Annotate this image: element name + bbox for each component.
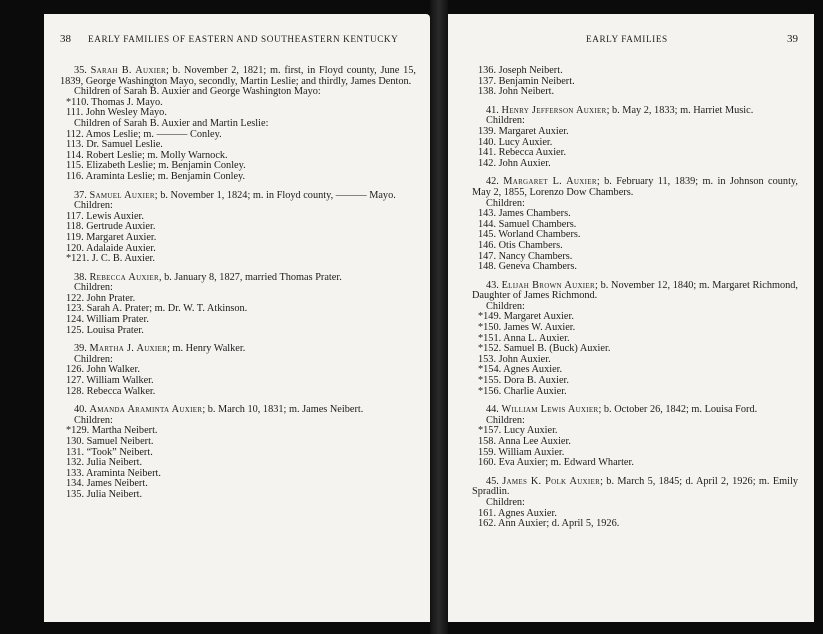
child-list-item: 128. Rebecca Walker. [66,385,156,397]
child-list-item: 144. Samuel Chambers. [478,218,577,230]
children-heading: Children: [486,115,525,127]
children-heading: Children of Sarah B. Auxier and George Washington Mayo: [74,86,321,98]
entry-text: ; m. Henry Walker. [167,343,246,355]
child-list-item: 112. Amos Leslie; m. ——— Conley. [66,128,222,140]
family-entry [60,66,416,87]
entry-number: 42. [486,176,504,188]
child-list-item: *151. Anna L. Auxier. [478,332,570,344]
child-list-item: 140. Lucy Auxier. [478,136,553,148]
entry-name: Samuel Auxier [89,189,155,201]
entry-name: Elijah Brown Auxier [501,279,595,291]
child-list-item: 136. Joseph Neibert. [478,65,563,76]
family-entry [472,177,798,198]
child-list-item: 145. Worland Chambers. [478,229,581,241]
child-list-item: 146. Otis Chambers. [478,239,563,251]
child-list-item: 159. William Auxier. [478,446,565,458]
entry-number: 41. [486,104,502,116]
left-page-body [60,66,416,501]
child-list-item: 162. Ann Auxier; d. April 5, 1926. [478,518,620,530]
child-list-item: *152. Samuel B. (Buck) Auxier. [478,343,611,355]
entry-text: , b. January 8, 1827, married Thomas Prater. [158,271,342,283]
entry-number: 38. [74,271,90,283]
child-list-item: 126. John Walker. [66,364,140,376]
children-heading: Children: [74,414,113,426]
child-list-item: 127. William Walker. [66,375,154,387]
entry-number: 43. [486,279,502,291]
child-list-item: 137. Benjamin Neibert. [478,75,575,87]
child-list-item: 148. Geneva Chambers. [478,261,577,273]
child-list-item: 131. “Took” Neibert. [66,446,153,458]
entry-text: ; b. November 12, 1840; m. Margaret Richmond, Daughter of James Richmond. [472,279,798,302]
child-list-item: 143. James Chambers. [478,208,571,220]
child-list-item: 161. Agnes Auxier. [478,507,557,519]
entry-name: Sarah B. Auxier [90,65,166,76]
entry-name: Amanda Araminta Auxier [89,404,203,416]
entry-number: 35. [74,65,91,76]
entry-name: James K. Polk Auxier [502,475,601,487]
child-list-item: 132. Julia Neibert. [66,457,143,469]
entry-text: ; b. February 11, 1839; m. in Johnson county, May 2, 1855, Lorenzo Dow Chambers. [472,176,798,198]
child-list-item: 113. Dr. Samuel Leslie. [66,139,163,151]
child-list-item: 130. Samuel Neibert. [66,436,154,447]
entry-name: Margaret L. Auxier [503,176,597,188]
left-page-number: 38 [60,33,71,45]
right-page-number: 39 [787,33,798,45]
child-list-item: *110. Thomas J. Mayo. [66,96,163,108]
entry-text: ; b. March 10, 1831; m. James Neibert. [202,404,364,416]
entry-name: Henry Jefferson Auxier [501,104,607,116]
child-list-item: *150. James W. Auxier. [478,322,576,334]
right-page [448,14,814,622]
entry-text: ; b. March 5, 1845; d. April 2, 1926; m. Emily Spradlin. [472,475,798,498]
child-list-item: 120. Adalaide Auxier. [66,242,156,254]
child-list-item: 124. William Prater. [66,314,149,326]
entry-text: ; b. October 26, 1842; m. Louisa Ford. [598,404,758,416]
child-list-item: 139. Margaret Auxier. [478,125,569,137]
child-list-item: 123. Sarah A. Prater; m. Dr. W. T. Atkinson. [66,303,248,315]
child-list-item: 147. Nancy Chambers. [478,250,573,262]
child-list-item: 111. John Wesley Mayo. [66,107,167,119]
child-list-item: 117. Lewis Auxier. [66,210,144,222]
child-list-item: 125. Louisa Prater. [66,324,144,336]
child-list-item: 138. John Neibert. [478,86,555,98]
child-list-item: 133. Araminta Neibert. [66,467,161,479]
entry-name: William Lewis Auxier [501,404,599,416]
child-list-item: *121. J. C. B. Auxier. [66,253,155,265]
entry-text: ; b. November 2, 1821; m. first, in Floyd county, June 15, 1839, George Washington Mayo, secondly, Martin Leslie; and thirdly, James Denton. [60,65,417,87]
child-list-item: 115. Elizabeth Leslie; m. Benjamin Conley. [66,160,246,172]
family-entry [472,477,798,498]
child-list-item: 160. Eva Auxier; m. Edward Wharter. [478,457,634,469]
child-list-item: *156. Charlie Auxier. [478,385,567,397]
family-entry [60,405,416,416]
children-heading: Children: [486,197,525,209]
child-list-item: 141. Rebecca Auxier. [478,147,567,159]
child-list-item: 142. John Auxier. [478,157,551,169]
right-page-body [472,66,798,530]
book-gutter [430,0,448,634]
family-entry [60,191,416,202]
child-list-item: 119. Margaret Auxier. [66,231,157,243]
child-list-item: 116. Araminta Leslie; m. Benjamin Conley. [66,170,246,182]
children-heading: Children: [486,414,525,426]
family-entry [60,273,416,284]
child-list-item: 122. John Prater. [66,292,136,304]
entry-name: Rebecca Auxier [89,271,159,283]
entry-number: 37. [74,189,90,201]
child-list-item: *129. Martha Neibert. [66,425,158,437]
children-heading: Children: [486,300,525,312]
child-list-item: 134. James Neibert. [66,478,148,490]
child-list-item: 158. Anna Lee Auxier. [478,436,571,447]
family-entry [60,344,416,355]
entry-number: 44. [486,404,502,416]
children-heading: Children: [74,282,113,294]
right-running-head [448,34,814,48]
child-list-item: *154. Agnes Auxier. [478,364,563,376]
child-list-item: *155. Dora B. Auxier. [478,375,569,387]
children-heading: Children: [74,353,113,365]
child-list-item: 135. Julia Neibert. [66,488,143,500]
left-page [44,14,430,622]
family-entry [472,281,798,302]
children-heading: Children: [486,496,525,508]
left-running-head [44,34,430,48]
entry-name: Martha J. Auxier [89,343,168,355]
child-list-item: 118. Gertrude Auxier. [66,221,156,233]
left-page-title: EARLY FAMILIES OF EASTERN AND SOUTHEASTERN KENTUCKY [88,34,399,44]
entry-number: 40. [74,404,90,416]
children-heading: Children: [74,200,113,212]
entry-text: ; b. May 2, 1833; m. Harriet Music. [606,104,754,116]
child-list-item: *157. Lucy Auxier. [478,425,558,437]
child-list-item: *149. Margaret Auxier. [478,311,574,323]
entry-number: 45. [486,475,503,487]
child-list-item: 153. John Auxier. [478,353,551,365]
children-heading: Children of Sarah B. Auxier and Martin Leslie: [74,117,269,129]
child-list-item: 114. Robert Leslie; m. Molly Warnock. [66,149,228,161]
right-page-title: EARLY FAMILIES [586,34,668,44]
entry-text: ; b. November 1, 1824; m. in Floyd county, ——— Mayo. [154,189,396,201]
entry-number: 39. [74,343,90,355]
